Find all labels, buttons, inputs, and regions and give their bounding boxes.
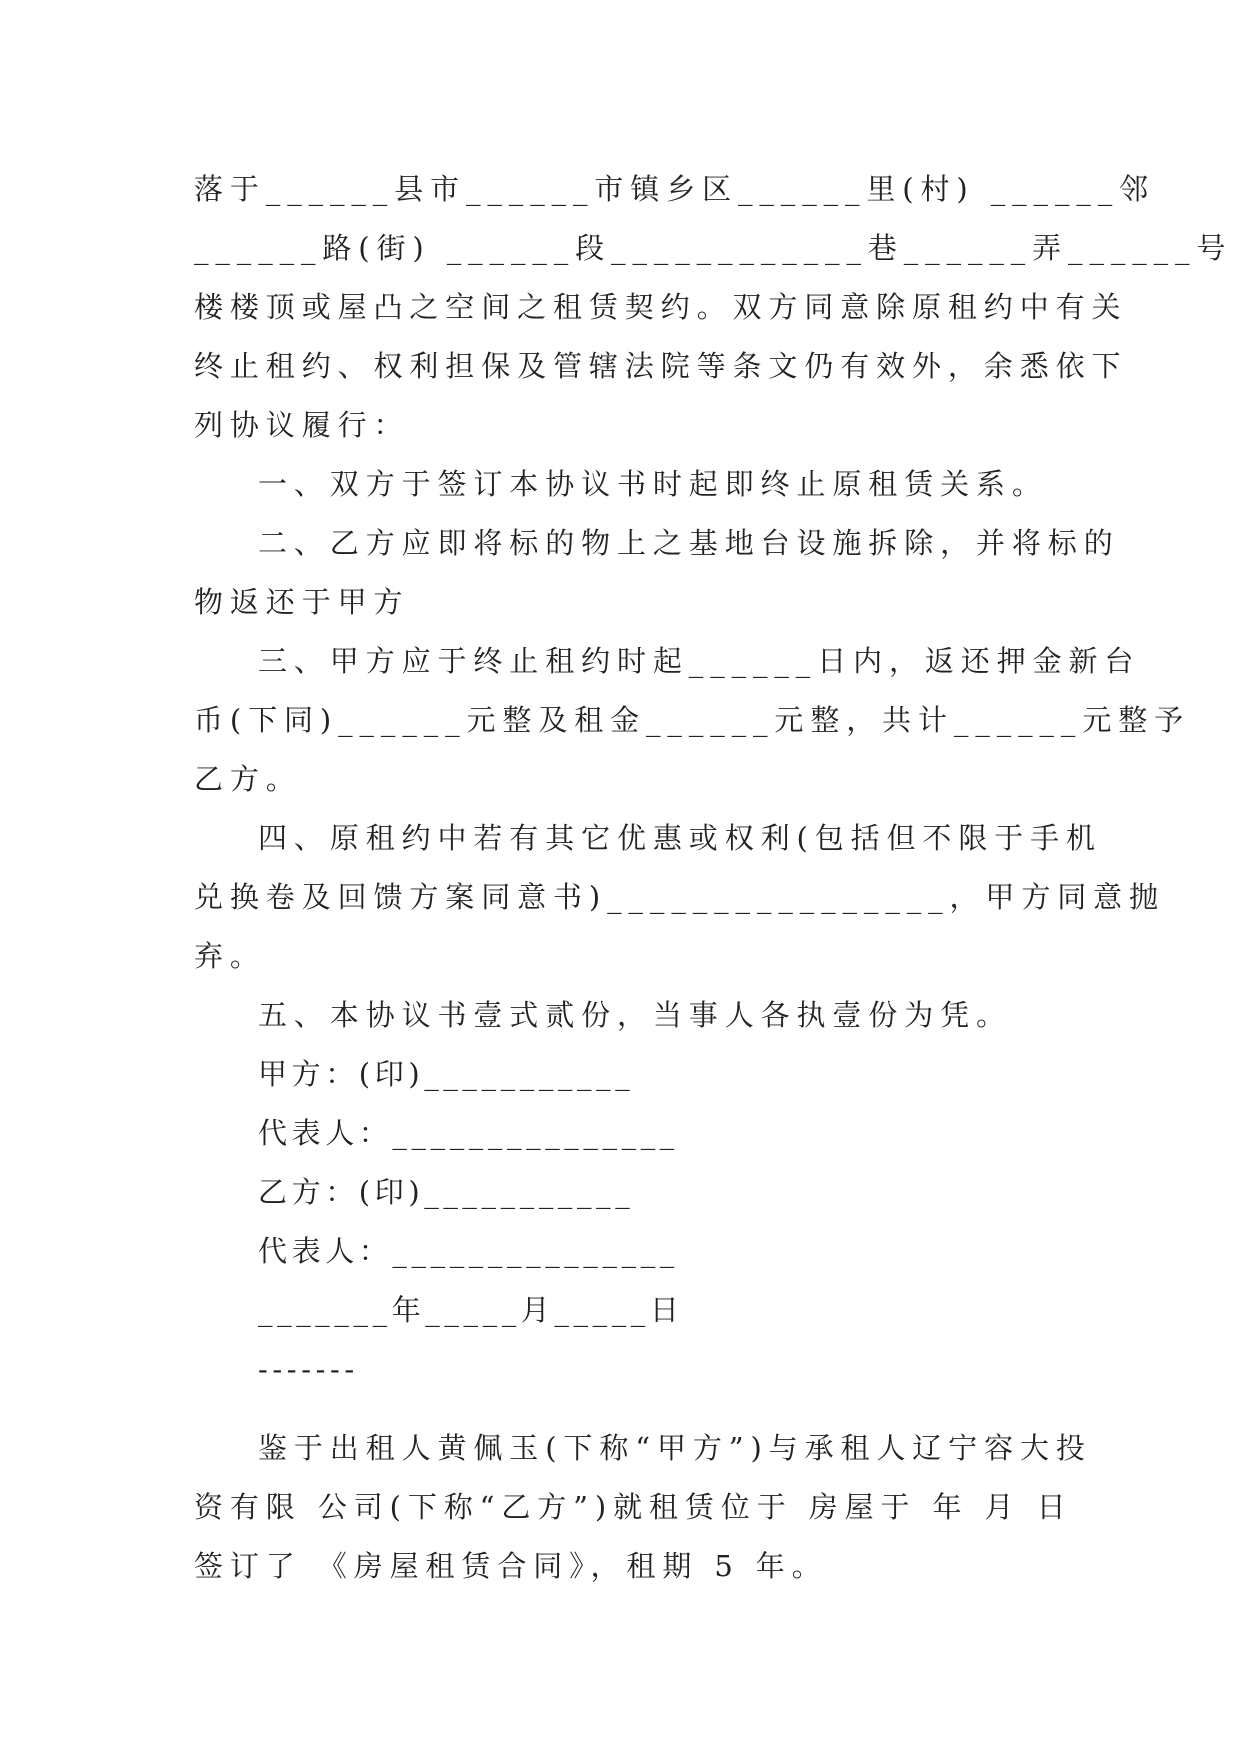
party-a-representative: 代表人：_______________ <box>258 1116 679 1150</box>
text-line: 列协议履行： <box>194 408 410 442</box>
text-line: 兑换卷及回馈方案同意书)________________，甲方同意抛 <box>194 880 1165 914</box>
date-line: _______年_____月_____日 <box>258 1293 684 1327</box>
text-line: 楼楼顶或屋凸之空间之租赁契约。双方同意除原租约中有关 <box>194 290 1128 324</box>
clause-2: 二、乙方应即将标的物上之基地台设施拆除，并将标的 <box>258 526 1120 560</box>
text-line: ______路(街) ______段____________巷______弄______号 <box>194 231 1233 265</box>
party-b-signature: 乙方：(印)___________ <box>258 1175 635 1209</box>
text-line: 落于______县市______市镇乡区______里(村) ______邻 <box>194 172 1156 206</box>
clause-5: 五、本协议书壹式贰份，当事人各执壹份为凭。 <box>258 998 1012 1032</box>
text-line: 币(下同)______元整及租金______元整，共计______元整予 <box>194 703 1191 737</box>
text-line: 弃。 <box>194 939 266 973</box>
party-a-signature: 甲方：(印)___________ <box>258 1057 635 1091</box>
text-line: 终止租约、权利担保及管辖法院等条文仍有效外，余悉依下 <box>194 349 1128 383</box>
text-line: 资有限 公司(下称“乙方”)就租赁位于 房屋于 年 月 日 <box>194 1490 1073 1524</box>
party-b-representative: 代表人：_______________ <box>258 1234 679 1268</box>
text-line: 签订了 《房屋租赁合同》，租期 5 年。 <box>194 1549 828 1583</box>
recital-line: 鉴于出租人黄佩玉(下称“甲方”)与承租人辽宁容大投 <box>258 1431 1092 1465</box>
clause-3: 三、甲方应于终止租约时起______日内，返还押金新台 <box>258 644 1141 678</box>
separator: ------- <box>258 1352 359 1386</box>
document-body <box>194 160 1233 1596</box>
text-line: 乙方。 <box>194 762 302 796</box>
spacer <box>194 1399 1054 1419</box>
clause-4: 四、原租约中若有其它优惠或权利(包括但不限于手机 <box>258 821 1102 855</box>
clause-1: 一、双方于签订本协议书时起即终止原租赁关系。 <box>258 467 1048 501</box>
text-line: 物返还于甲方 <box>194 585 410 619</box>
